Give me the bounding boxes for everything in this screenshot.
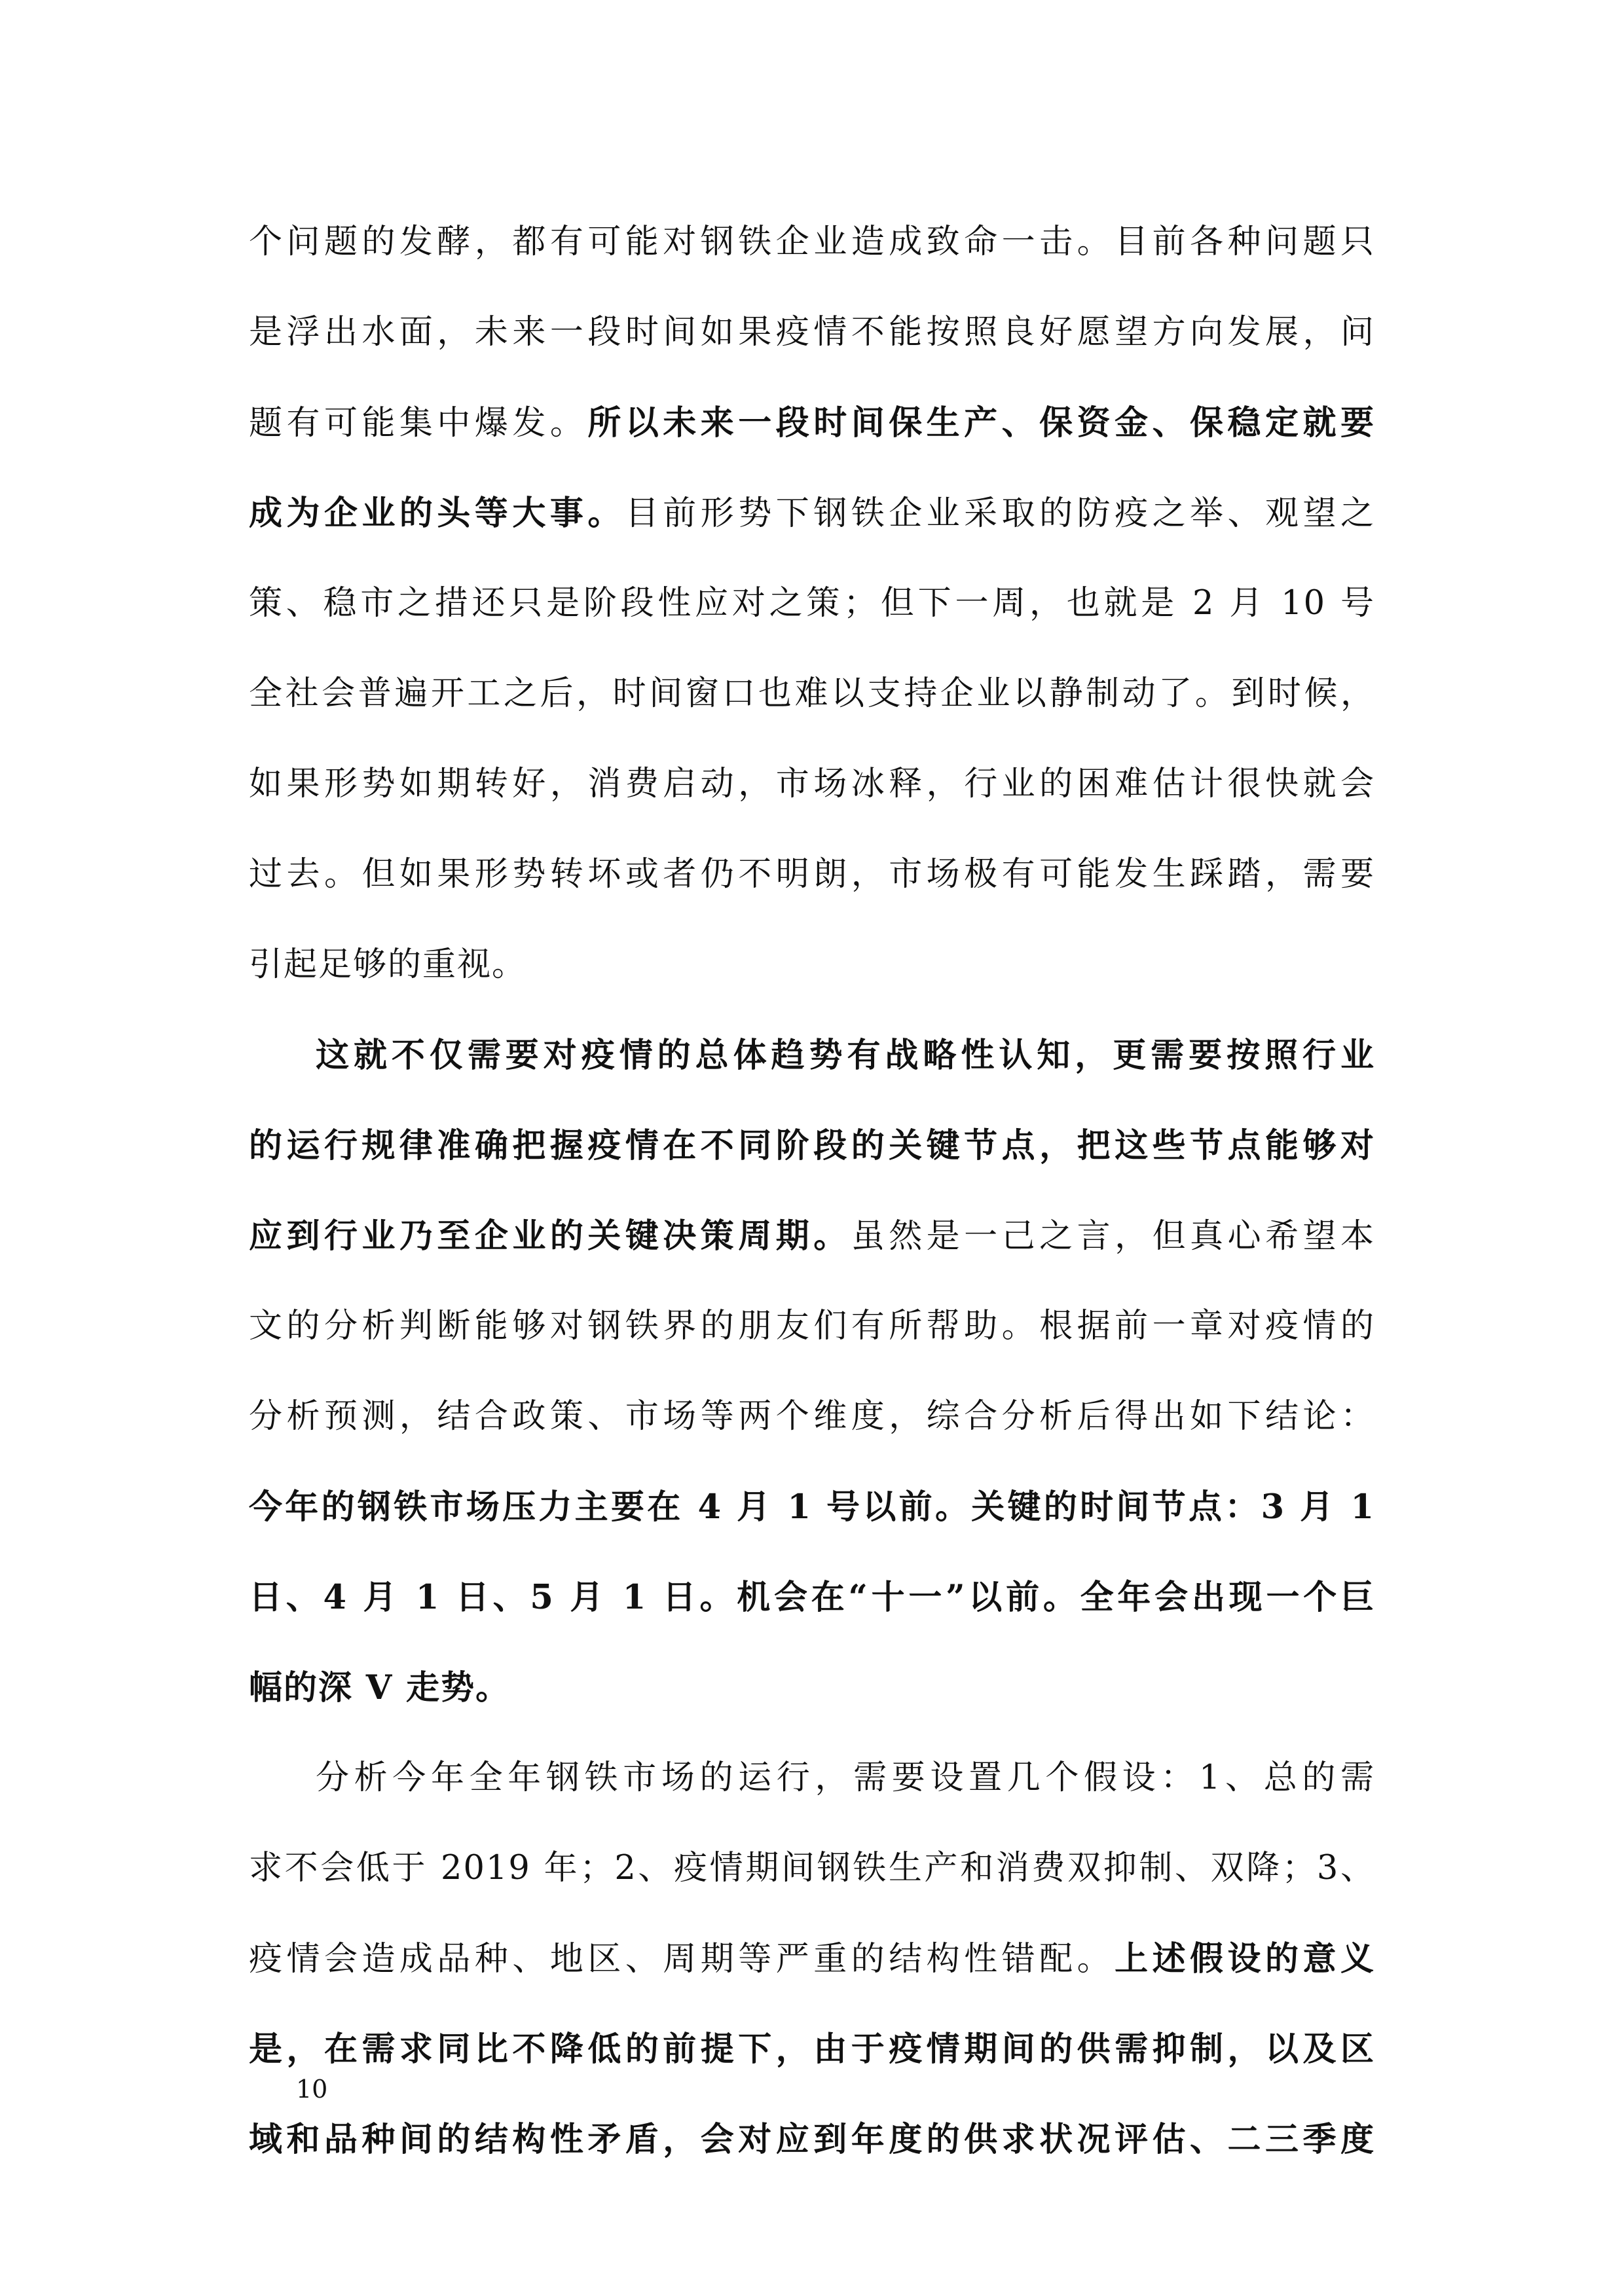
text-line: 是浮出水面，未来一段时间如果疫情不能按照良好愿望方向发展，问 [249, 313, 1375, 352]
text-line: 的运行规律准确把握疫情在不同阶段的关键节点，把这些节点能够对 [249, 1126, 1375, 1165]
text-line [249, 1207, 1375, 1266]
text-line: 过去。但如果形势转坏或者仍不明朗，市场极有可能发生踩踏，需要 [249, 855, 1375, 894]
bold-text-run: 上述假设的意义 [1115, 1939, 1375, 1978]
text-line: 如果形势如期转好，消费启动，市场冰释，行业的困难估计很快就会 [249, 765, 1375, 803]
text-line [249, 1929, 1375, 1988]
bold-text-run: 成为企业的头等大事。 [249, 494, 625, 533]
text-line [249, 393, 1375, 452]
text-line: 是，在需求同比不降低的前提下，由于疫情期间的供需抑制，以及区 [249, 2030, 1375, 2069]
text-line: 策、稳市之措还只是阶段性应对之策；但下一周，也就是 2 月 10 号 [249, 584, 1375, 623]
text-run: 虽然是一己之言，但真心希望本 [851, 1217, 1375, 1256]
text-run: 目前形势下钢铁企业采取的防疫之举、观望之 [625, 494, 1375, 533]
text-line [249, 484, 1375, 543]
text-line: 求不会低于 2019 年；2、疫情期间钢铁生产和消费双抑制、双降；3、 [249, 1849, 1375, 1887]
text-line: 分析今年全年钢铁市场的运行，需要设置几个假设：1、总的需 [316, 1758, 1375, 1797]
text-line: 幅的深 V 走势。 [249, 1668, 511, 1707]
bold-text-run: 应到行业乃至企业的关键决策周期。 [249, 1216, 851, 1256]
text-line: 引起足够的重视。 [249, 945, 527, 984]
text-line: 这就不仅需要对疫情的总体趋势有战略性认知，更需要按照行业 [316, 1036, 1375, 1075]
bold-text-run: 所以未来一段时间保生产、保资金、保稳定就要 [587, 403, 1375, 443]
text-run: 疫情会造成品种、地区、周期等严重的结构性错配。 [249, 1940, 1115, 1978]
text-run: 题有可能集中爆发。 [249, 404, 588, 443]
text-line: 全社会普遍开工之后，时间窗口也难以支持企业以静制动了。到时候， [249, 674, 1375, 713]
text-line: 今年的钢铁市场压力主要在 4 月 1 号以前。关键的时间节点：3 月 1 [249, 1487, 1375, 1527]
text-line: 文的分析判断能够对钢铁界的朋友们有所帮助。根据前一章对疫情的 [249, 1307, 1375, 1345]
page-number: 10 [296, 2075, 328, 2104]
text-line: 个问题的发酵，都有可能对钢铁企业造成致命一击。目前各种问题只 [249, 223, 1375, 261]
text-line: 日、4 月 1 日、5 月 1 日。机会在“十一”以前。全年会出现一个巨 [249, 1578, 1375, 1617]
text-line: 域和品种间的结构性矛盾，会对应到年度的供求状况评估、二三季度 [249, 2120, 1375, 2159]
text-line: 分析预测，结合政策、市场等两个维度，综合分析后得出如下结论： [249, 1397, 1375, 1436]
